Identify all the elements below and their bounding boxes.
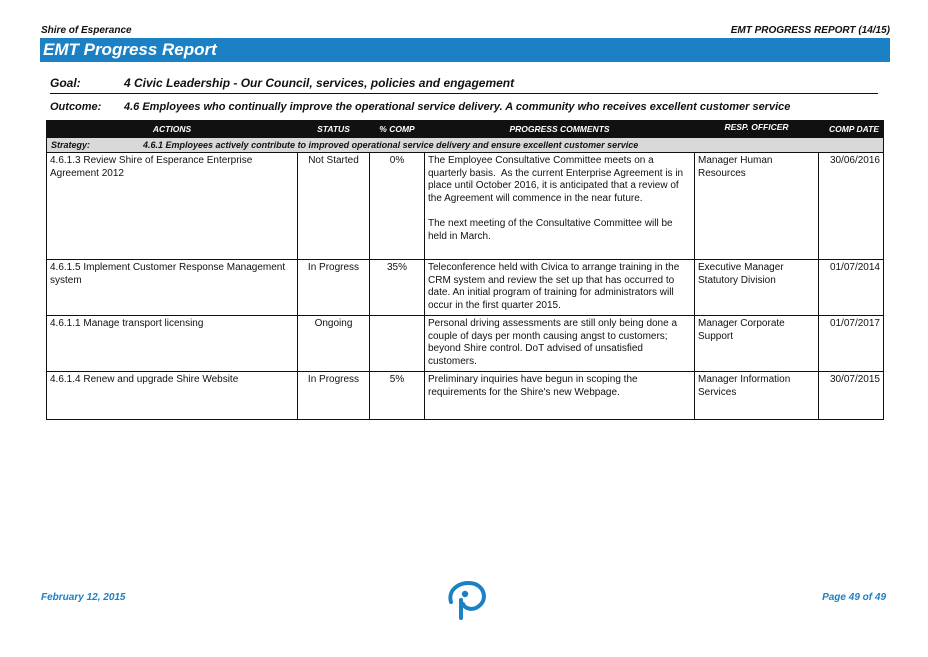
page-title: EMT Progress Report	[40, 38, 890, 62]
table-header-row	[47, 121, 884, 138]
col-header-status: STATUS	[298, 121, 370, 138]
comment-cell: The Employee Consultative Committee meets on a quarterly basis. As the current Enterprise Agreement is in place until October 2016, it is anticipated that a review of the Agreement will commence in the near future. The next meeting of the Consultative Committee will be held in March.	[425, 153, 695, 260]
comp-cell: 5%	[370, 372, 425, 420]
table-row	[47, 153, 884, 260]
action-cell: 4.6.1.5 Implement Customer Response Management system	[47, 260, 298, 316]
strategy-cell	[47, 138, 884, 153]
comment-cell: Teleconference held with Civica to arrange training in the CRM system and review the set up that has occurred to date. An initial program of training for administrators will occur in the first quarter 2015.	[425, 260, 695, 316]
footer-date: February 12, 2015	[41, 592, 126, 603]
strategy-label: Strategy:	[51, 139, 91, 150]
comp-cell	[370, 316, 425, 372]
status-cell: In Progress	[298, 260, 370, 316]
outcome-label: Outcome:	[50, 101, 102, 113]
goal-row	[50, 76, 878, 94]
comp-cell: 35%	[370, 260, 425, 316]
officer-cell: Manager Corporate Support	[695, 316, 819, 372]
status-cell: Not Started	[298, 153, 370, 260]
footer-page-number: Page 49 of 49	[822, 592, 886, 603]
action-cell: 4.6.1.3 Review Shire of Esperance Enterprise Agreement 2012	[47, 153, 298, 260]
strategy-row	[47, 138, 884, 153]
date-cell: 30/06/2016	[819, 153, 884, 260]
goal-text: 4 Civic Leadership - Our Council, services, policies and engagement	[124, 76, 515, 90]
col-header-actions: ACTIONS	[47, 121, 298, 138]
status-cell: In Progress	[298, 372, 370, 420]
table-row	[47, 372, 884, 420]
report-reference: EMT PROGRESS REPORT (14/15)	[730, 25, 890, 36]
officer-cell: Manager Information Services	[695, 372, 819, 420]
actions-table	[46, 120, 884, 420]
status-cell: Ongoing	[298, 316, 370, 372]
officer-cell: Executive Manager Statutory Division	[695, 260, 819, 316]
col-header-date: COMP DATE	[819, 121, 884, 138]
comment-cell: Personal driving assessments are still only being done a couple of days per month causing angst to customers; beyond Shire control. DoT advised of unsatisfied customers.	[425, 316, 695, 372]
comp-cell: 0%	[370, 153, 425, 260]
shire-logo-icon	[443, 578, 487, 620]
strategy-text: 4.6.1 Employees actively contribute to improved operational service delivery and ensure excellent customer service	[143, 139, 639, 150]
table-row	[47, 260, 884, 316]
goal-label: Goal:	[50, 76, 81, 90]
action-cell: 4.6.1.1 Manage transport licensing	[47, 316, 298, 372]
date-cell: 30/07/2015	[819, 372, 884, 420]
col-header-officer: RESP. OFFICER	[695, 121, 819, 138]
date-cell: 01/07/2014	[819, 260, 884, 316]
officer-cell: Manager Human Resources	[695, 153, 819, 260]
date-cell: 01/07/2017	[819, 316, 884, 372]
outcome-text: 4.6 Employees who continually improve the operational service delivery. A community who receives excellent customer service	[124, 101, 791, 113]
table-row	[47, 316, 884, 372]
organisation-name: Shire of Esperance	[41, 25, 132, 36]
action-cell: 4.6.1.4 Renew and upgrade Shire Website	[47, 372, 298, 420]
col-header-comments: PROGRESS COMMENTS	[425, 121, 695, 138]
comment-cell: Preliminary inquiries have begun in scoping the requirements for the Shire's new Webpage.	[425, 372, 695, 420]
col-header-comp: % COMP	[370, 121, 425, 138]
